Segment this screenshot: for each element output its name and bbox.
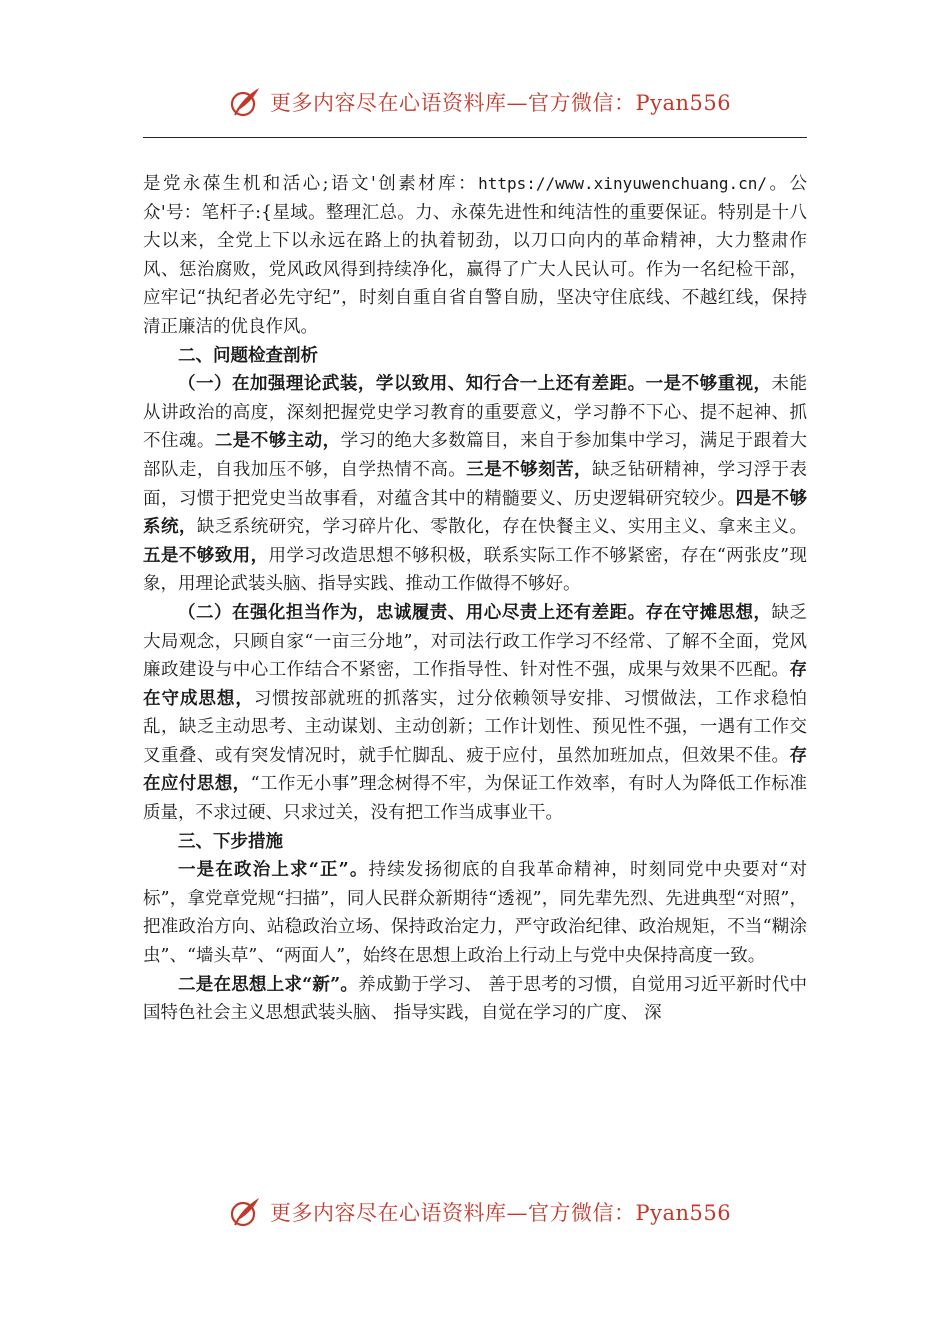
footer-banner <box>0 1192 950 1232</box>
paragraph-intro: 是党永葆生机和活心;语文'创素材库：https://www.xinyuwenchuang.cn/。公众'号：笔杆子:{星域。整理汇总。力、永葆先进性和纯洁性的重要保证。特别是十八大以来，全党上下以永远在路上的执着韧劲，以刀口向内的革命精神，大力整肃作风、惩治腐败，党风政风得到持续净化，赢得了广大人民认可。作为一名纪检干部，应牢记“执纪者必先守纪”，时刻自重自省自警自励，坚决守住底线、不越红线，保持清正廉洁的优良作风。 <box>143 174 807 337</box>
section-heading-3: 三、下步措施 <box>178 831 283 852</box>
quill-logo-icon <box>228 1194 264 1230</box>
paragraph-item-2: （二）在强化担当作为，忠诚履责、用心尽责上还有差距。存在守摊思想，缺乏大局观念，只顾自家“一亩三分地”，对司法行政工作学习不经常、了解不全面，党风廉政建设与中心工作结合不紧密，工作指导性、针对性不强，成果与效果不匹配。存在守成思想，习惯按部就班的抓落实，过分依赖领导安排、习惯做法，工作求稳怕乱，缺乏主动思考、主动谋划、主动创新；工作计划性、预见性不强，一遇有工作交叉重叠、或有突发情况时，就手忙脚乱、疲于应付，虽然加班加点，但效果不佳。存在应付思想，“工作无小事”理念树得不牢，为保证工作效率，有时人为降低工作标准质量，不求过硬、只求过关，没有把工作当成事业干。 <box>143 602 808 824</box>
paragraph-item-1: （一）在加强理论武装，学以致用、知行合一上还有差距。一是不够重视，未能从讲政治的高度，深刻把握党史学习教育的重要意义，学习静不下心、提不起神、抓不住魂。二是不够主动，学习的绝大多数篇目，来自于参加集中学习，满足于跟着大部队走，自我加压不够，自学热情不高。三是不够刻苦，缺乏钻研精神，学习浮于表面，习惯于把党史当故事看，对蕴含其中的精髓要义、历史逻辑研究较少。四是不够系统，缺乏系统研究，学习碎片化、零散化，存在快餐主义、实用主义、拿来主义。五是不够致用，用学习改造思想不够积极，联系实际工作不够紧密，存在“两张皮”现象，用理论武装头脑、指导实践、推动工作做得不够好。 <box>143 374 808 595</box>
url-link[interactable]: https://www.xinyuwenchuang.cn/ <box>478 174 768 193</box>
paragraph-measure-1: 一是在政治上求“正”。持续发扬彻底的自我革命精神，时刻同党中央要对“对标”，拿党章党规“扫描”，同人民群众新期待“透视”，同先辈先烈、先进典型“对照”，把准政治方向、站稳政治立场、保持政治定力，严守政治纪律、政治规矩，不当“糊涂虫”、“墙头草”、“两面人”，始终在思想上政治上行动上与党中央保持高度一致。 <box>143 860 807 967</box>
header-banner-text: 更多内容尽在心语资料库—官方微信：Pyan556 <box>270 91 732 115</box>
header-divider <box>143 137 807 138</box>
header-banner <box>0 82 950 122</box>
paragraph-measure-2: 二是在思想上求“新”。养成勤于学习、 善于思考的习惯，自觉用习近平新时代中国特色社会主义思想武装头脑、 指导实践，自觉在学习的广度、 深 <box>143 974 807 1024</box>
quill-logo-icon <box>228 84 264 120</box>
document-body <box>143 170 807 1028</box>
section-heading-2: 二、问题检查剖析 <box>178 345 318 366</box>
footer-banner-text: 更多内容尽在心语资料库—官方微信：Pyan556 <box>270 1201 732 1225</box>
